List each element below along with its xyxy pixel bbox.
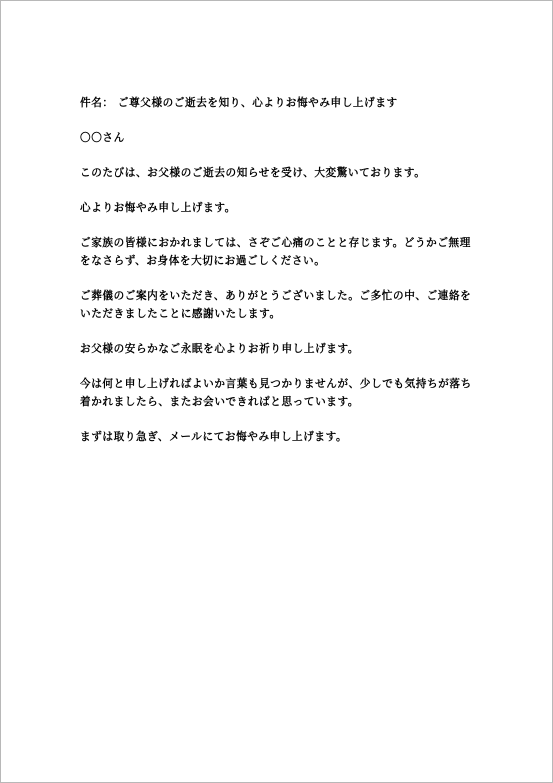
paragraph: 今は何と申し上げればよいか言葉も見つかりませんが、少しでも気持ちが落ち着かれましたら、またお会いできればと思っています。 [80, 378, 472, 408]
paragraph: お父様の安らかなご永眠を心よりお祈り申し上げます。 [80, 343, 359, 355]
paragraph: ご葬儀のご案内をいただき、ありがとうございました。ご多忙の中、ご連絡をいただきましたことに感謝いたします。 [80, 290, 472, 320]
paragraph: まずは取り急ぎ、メールにてお悔やみ申し上げます。 [80, 431, 348, 443]
letter-body [80, 94, 480, 463]
paragraph: ご家族の皆様におかれましては、さぞご心痛のことと存じます。どうかご無理をなさらず、お身体を大切にお過ごしください。 [80, 237, 471, 267]
subject-line: 件名： ご尊父様のご逝去を知り、心よりお悔やみ申し上げます [80, 97, 398, 109]
salutation: 〇〇さん [80, 132, 125, 144]
paragraph: 心よりお悔やみ申し上げます。 [80, 202, 236, 214]
paragraph: このたびは、お父様のご逝去の知らせを受け、大変驚いております。 [80, 167, 426, 179]
